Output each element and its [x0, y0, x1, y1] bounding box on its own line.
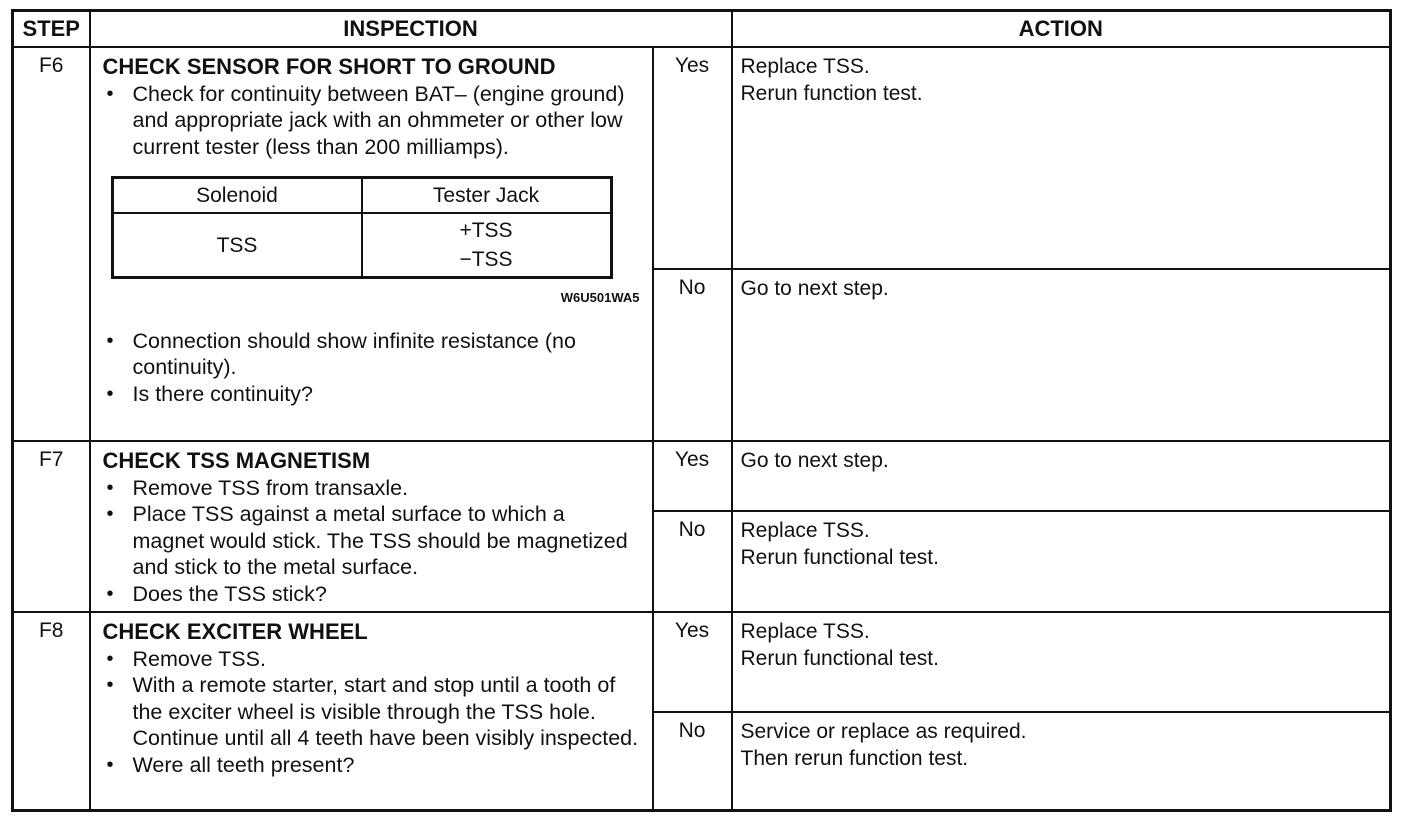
list-item: • Connection should show infinite resistance (no continuity). [103, 328, 642, 381]
action-header: ACTION [732, 11, 1391, 48]
bullet-list [103, 475, 642, 608]
tester-jack-minus: −TSS [459, 248, 513, 271]
no-action [732, 269, 1391, 441]
yes-action [732, 441, 1391, 511]
bullet-list [103, 328, 642, 408]
yes-label: Yes [653, 612, 732, 712]
step-title: CHECK SENSOR FOR SHORT TO GROUND [102, 54, 556, 79]
step-cell: F6 [13, 47, 90, 441]
step-title: CHECK TSS MAGNETISM [102, 448, 371, 473]
figure-code: W6U501WA5 [560, 290, 640, 305]
yes-action [732, 47, 1391, 269]
tester-jack-values [362, 213, 612, 278]
inspection-cell [90, 612, 653, 810]
action-line: Then rerun function test. [740, 746, 969, 770]
action-line: Rerun functional test. [740, 545, 939, 569]
table-row-f6-yes [13, 47, 1391, 269]
table-row-f7-yes [13, 441, 1391, 511]
bullet-list [103, 646, 642, 779]
inspection-header: INSPECTION [90, 11, 732, 48]
header-row [13, 11, 1391, 48]
list-item: • Does the TSS stick? [103, 581, 642, 608]
list-item: • Is there continuity? [103, 381, 642, 408]
tester-jack-column-header: Tester Jack [362, 178, 612, 214]
action-line: Go to next step. [740, 277, 889, 300]
action-line: Replace TSS. [740, 620, 870, 643]
action-line: Rerun functional test. [740, 646, 939, 670]
solenoid-jack-table [111, 176, 613, 279]
inspection-cell [90, 47, 653, 441]
yes-action [732, 612, 1391, 712]
list-item: • Remove TSS from transaxle. [103, 475, 642, 502]
bullet-list [103, 81, 642, 161]
no-action [732, 511, 1391, 612]
list-item: • With a remote starter, start and stop until a tooth of the exciter wheel is visible through the TSS hole. Continue until all 4 teeth have been visibly inspected. [103, 672, 642, 752]
diagnostic-table [11, 9, 1392, 812]
solenoid-column-header: Solenoid [112, 178, 362, 214]
action-line: Rerun function test. [740, 81, 923, 105]
list-item: • Remove TSS. [103, 646, 642, 673]
step-header: STEP [13, 11, 90, 48]
action-line: Replace TSS. [740, 55, 870, 78]
solenoid-value: TSS [112, 213, 362, 278]
action-line: Go to next step. [740, 449, 889, 472]
step-cell: F8 [13, 612, 90, 810]
step-cell: F7 [13, 441, 90, 612]
list-item: • Were all teeth present? [103, 752, 642, 779]
no-label: No [653, 269, 732, 441]
yes-label: Yes [653, 441, 732, 511]
no-action [732, 712, 1391, 810]
action-line: Service or replace as required. [740, 720, 1027, 743]
tester-jack-plus: +TSS [459, 219, 513, 242]
yes-label: Yes [653, 47, 732, 269]
no-label: No [653, 511, 732, 612]
diagnostic-table-container [11, 9, 1389, 812]
no-label: No [653, 712, 732, 810]
action-line: Replace TSS. [740, 519, 870, 543]
inspection-cell [90, 441, 653, 612]
list-item: • Place TSS against a metal surface to which a magnet would stick. The TSS should be magnetized and stick to the metal surface. [103, 501, 642, 581]
list-item: • Check for continuity between BAT– (engine ground) and appropriate jack with an ohmmeter or other low current tester (less than 200 milliamps). [103, 81, 642, 161]
table-row-f8-yes [13, 612, 1391, 712]
step-title: CHECK EXCITER WHEEL [102, 619, 368, 644]
